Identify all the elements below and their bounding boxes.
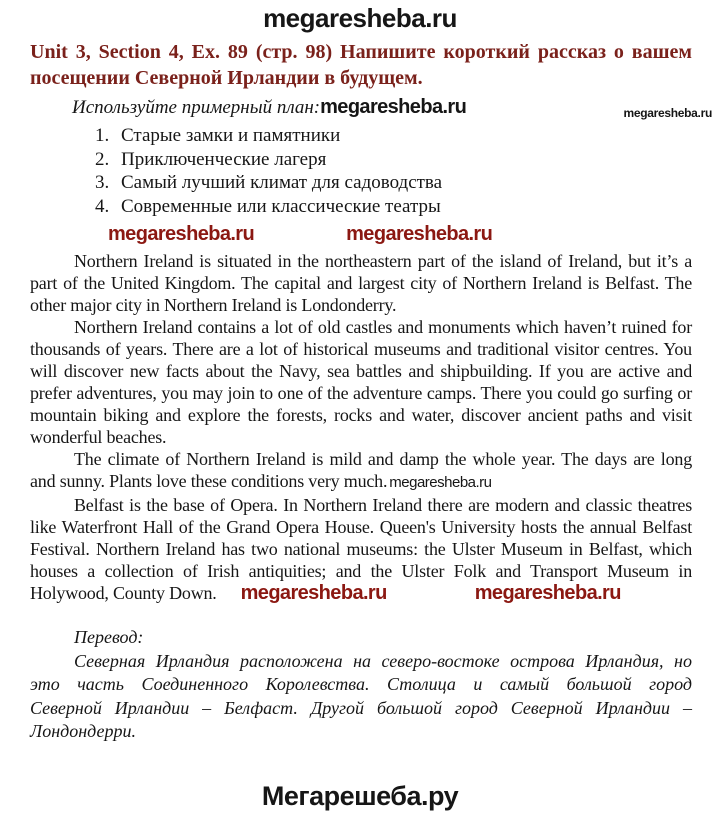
plan-item-1 — [95, 124, 692, 148]
plan-item-1-text: Старые замки и памятники — [121, 125, 341, 146]
footer-brand: Мегарешеба.ру — [261, 781, 459, 811]
translation-label: Перевод: — [74, 627, 144, 647]
document-body — [0, 39, 720, 744]
plan-item-4 — [95, 195, 692, 219]
watermark-row-top — [108, 222, 692, 248]
inline-watermark-climate: megaresheba.ru — [389, 474, 492, 491]
plan-item-2-number: 2. — [95, 148, 110, 170]
plan-item-3-text: Самый лучший климат для садоводства — [121, 172, 443, 193]
header-watermark: megaresheba.ru — [263, 3, 457, 33]
plan-item-1-number: 1. — [95, 125, 110, 146]
plan-item-4-text: Современные или классические театры — [121, 195, 441, 217]
translation-text: Северная Ирландия расположена на северо-востоке острова Ирландия, но это часть Соединенного Королевства. Столица и самый большой город Северной Ирландии – Белфаст. Другой большой город Северной Ирландии – Лондондерри. — [30, 650, 692, 741]
essay-paragraph-1: Northern Ireland is situated in the northeastern part of the island of Ireland, but it’s a part of the United Kingdom. The capital and largest city of Northern Ireland is Belfast. The other major city in Northern Ireland is Londonderry. — [30, 251, 692, 315]
watermark-bottom-right: megaresheba.ru — [474, 582, 621, 604]
essay — [30, 250, 692, 604]
plan-item-4-number: 4. — [95, 195, 110, 217]
plan-list — [95, 124, 692, 218]
watermark-top-left: megaresheba.ru — [108, 223, 255, 245]
exercise-title: Unit 3, Section 4, Ex. 89 (стр. 98) Напишите короткий рассказ о вашем посещении Северной Ирландии в будущем. — [30, 41, 692, 89]
essay-paragraph-4-text: Belfast is the base of Opera. In Northern Ireland there are modern and classic theatres like Waterfront Hall of the Grand Opera House. Queen's University hosts the annual Belfast Festival. Northern Ireland has two national museums: the Ulster Museum in Belfast, which houses a collection of Irish antiquities; and the Ulster Folk and Transport Museum in Holywood, County Down. — [30, 495, 692, 603]
essay-paragraph-2: Northern Ireland contains a lot of old castles and monuments which haven’t ruined for thousands of years. There are a lot of historical museums and traditional visitor centres. You will discover new facts about the Navy, sea battles and shipbuilding. If you are active and prefer adventures, you may join to one of the adventure camps. There you could go surfing or mountain biking and explore the forests, rocks and water, discover ancient paths and visit wonderful beaches. — [30, 317, 692, 447]
plan-inline-watermark: megaresheba.ru — [320, 96, 467, 118]
watermark-bottom-left: megaresheba.ru — [240, 582, 387, 604]
essay-paragraph-3-text: The climate of Northern Ireland is mild and damp the whole year. The days are long and sunny. Plants love these conditions very much. — [30, 449, 692, 491]
corner-watermark: megaresheba.ru — [623, 106, 712, 120]
plan-intro-line — [30, 94, 712, 121]
essay-paragraph-4 — [30, 494, 692, 604]
translation-block — [30, 626, 692, 744]
plan-item-2 — [95, 148, 692, 172]
watermark-top-right: megaresheba.ru — [346, 223, 493, 245]
plan-item-3 — [95, 171, 692, 195]
essay-paragraph-3 — [30, 448, 692, 494]
plan-item-2-text: Приключенческие лагеря — [121, 148, 327, 170]
plan-item-3-number: 3. — [95, 172, 110, 193]
plan-intro-text: Используйте примерный план: — [72, 97, 321, 118]
